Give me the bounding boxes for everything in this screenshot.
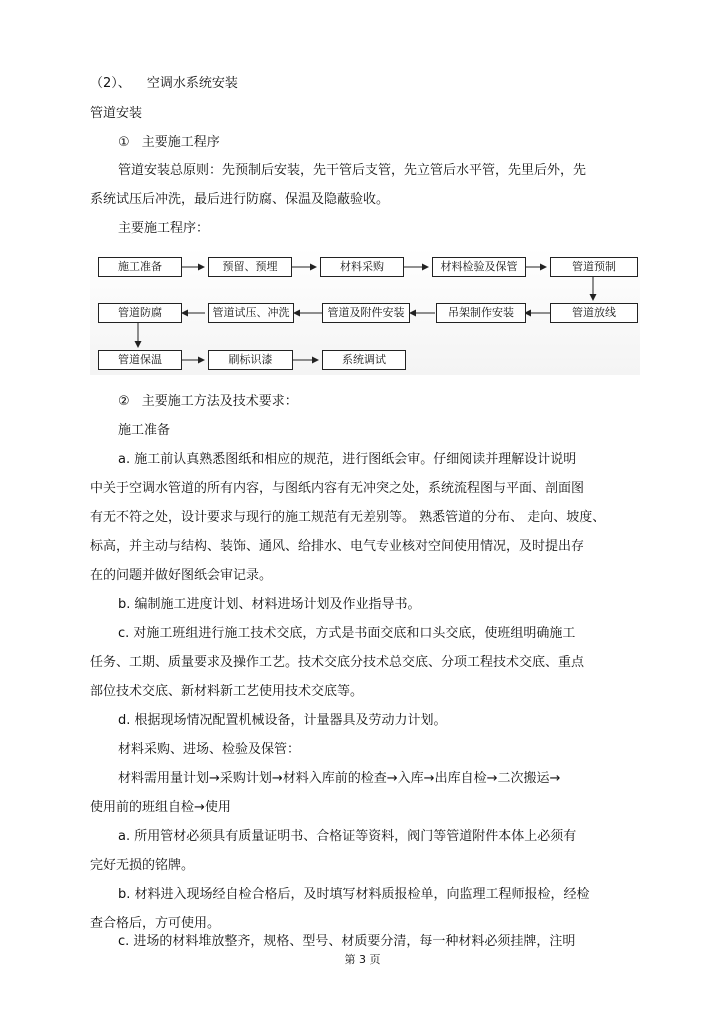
- sub-title: 管道安装: [90, 106, 143, 121]
- para-c-line: 任务、工期、质量要求及操作工艺。技术交底分技术总交底、分项工程技术交底、重点: [90, 655, 585, 670]
- step1-marker: ①: [118, 135, 130, 150]
- step2-marker: ②: [118, 394, 130, 409]
- principle-line-1: 管道安装总原则：先预制后安装，先干管后支管，先立管后水平管，先里后外，先: [118, 163, 587, 178]
- flow-box: 系统调试: [322, 350, 406, 370]
- mat-a-line: a. 所用管材必须具有质量证明书、合格证等资料，阀门等管道附件本体上必须有: [118, 829, 577, 844]
- flow-box: 管道放线: [550, 303, 638, 323]
- para-d: d. 根据现场情况配置机械设备，计量器具及劳动力计划。: [118, 713, 447, 728]
- mat-b-line: b. 材料进入现场经自检合格后，及时填写材料质报检单，向监理工程师报检，经检: [118, 887, 590, 902]
- section-number: （2）、: [90, 76, 131, 91]
- flow-box: 管道预制: [550, 257, 638, 277]
- step2-heading: [118, 394, 298, 410]
- para-c-line: 部位技术交底、新材料新工艺使用技术交底等。: [90, 684, 364, 699]
- page-number: 第 3 页: [344, 953, 381, 966]
- step1-label: 主要施工程序: [141, 135, 220, 150]
- flow-box: 管道及附件安装: [322, 303, 410, 323]
- flow-box: 刷标识漆: [208, 350, 293, 370]
- para-a-line: a. 施工前认真熟悉图纸和相应的规范，进行图纸会审。仔细阅读并理解设计说明: [118, 452, 577, 467]
- material-title: 材料采购、进场、检验及保管：: [118, 742, 301, 757]
- flow-box: 管道防腐: [98, 303, 182, 323]
- material-flow-line: 材料需用量计划→采购计划→材料入库前的检查→入库→出库自检→二次搬运→: [118, 771, 561, 786]
- step2-label: 主要施工方法及技术要求：: [141, 394, 298, 409]
- procedure-flowchart: [90, 247, 640, 375]
- flow-box: 材料采购: [320, 257, 404, 277]
- para-c-line: c. 对施工班组进行施工技术交底，方式是书面交底和口头交底，使班组明确施工: [118, 626, 576, 641]
- procedure-label: 主要施工程序：: [118, 221, 210, 236]
- mat-a-line: 完好无损的铭牌。: [90, 858, 195, 873]
- section-title: 空调水系统安装: [146, 76, 238, 91]
- flow-box: 管道试压、冲洗: [208, 303, 294, 323]
- flow-box: 材料检验及保管: [432, 257, 526, 277]
- flow-box: 预留、预埋: [208, 257, 292, 277]
- para-a-line: 中关于空调水管道的所有内容，与图纸内容有无冲突之处，系统流程图与平面、剖面图: [90, 481, 585, 496]
- para-a-line: 标高，并主动与结构、装饰、通风、给排水、电气专业核对空间使用情况，及时提出存: [90, 539, 585, 554]
- step1-heading: [118, 135, 220, 151]
- para-a-line: 在的问题并做好图纸会审记录。: [90, 568, 273, 583]
- mat-b-line: 查合格后，方可使用。: [90, 916, 221, 931]
- flow-box: 施工准备: [98, 257, 182, 277]
- prep-title: 施工准备: [118, 423, 171, 438]
- flow-box: 管道保温: [98, 350, 182, 370]
- mat-c: c. 进场的材料堆放整齐，规格、型号、材质要分清，每一种材料必须挂牌，注明: [118, 934, 576, 949]
- flow-box: 吊架制作安装: [436, 303, 526, 323]
- para-b: b. 编制施工进度计划、材料进场计划及作业指导书。: [118, 597, 421, 612]
- material-flow-line: 使用前的班组自检→使用: [90, 800, 231, 815]
- principle-line-2: 系统试压后冲洗，最后进行防腐、保温及隐蔽验收。: [90, 192, 390, 207]
- para-a-line: 有无不符之处，设计要求与现行的施工规范有无差别等。 熟悉管道的分布、 走向、坡度、: [90, 510, 606, 525]
- section-heading: [90, 76, 238, 92]
